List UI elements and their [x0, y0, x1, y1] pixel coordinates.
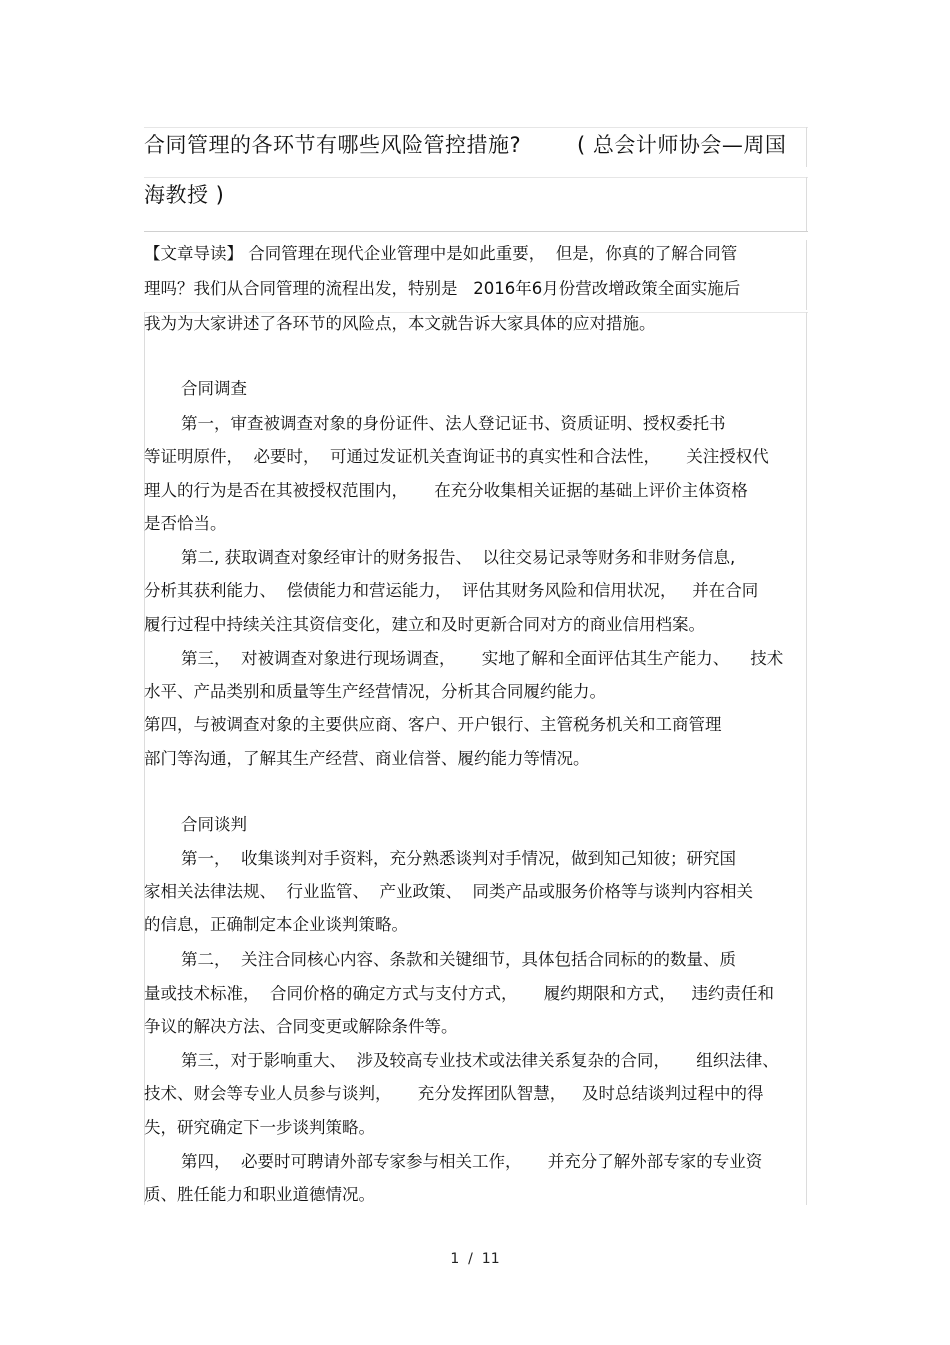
paragraph-line: 争议的解决方法、合同变更或解除条件等。 — [144, 1017, 458, 1036]
paragraph-line: 第四，与被调查对象的主要供应商、客户、开户银行、主管税务机关和工商管理 — [144, 715, 722, 734]
paragraph-line: 第三， 对被调查对象进行现场调查， 实地了解和全面评估其生产能力、 技术 — [181, 649, 784, 668]
frame-line — [806, 127, 807, 167]
paragraph-line: 技术、财会等专业人员参与谈判， 充分发挥团队智慧， 及时总结谈判过程中的得 — [144, 1084, 764, 1103]
paragraph-line: 第二, 获取调查对象经审计的财务报告、 以往交易记录等财务和非财务信息, — [181, 548, 736, 567]
paragraph-line: 分析其获利能力、 偿债能力和营运能力， 评估其财务风险和信用状况， 并在合同 — [144, 581, 759, 600]
intro-line: 理吗？我们从合同管理的流程出发，特别是 2016年6月份营改增政策全面实施后 — [144, 279, 741, 298]
paragraph-line: 第三，对于影响重大、 涉及较高专业技术或法律关系复杂的合同， 组织法律、 — [181, 1051, 779, 1070]
title-main: 合同管理的各环节有哪些风险管控措施? — [144, 133, 522, 157]
paragraph-line: 理人的行为是否在其被授权范围内， 在充分收集相关证据的基础上评价主体资格 — [144, 481, 748, 500]
frame-line — [144, 312, 808, 313]
frame-line — [144, 127, 808, 128]
paragraph-line: 第一， 收集谈判对手资料，充分熟悉谈判对手情况，做到知己知彼；研究国 — [181, 849, 736, 868]
frame-line — [806, 312, 807, 1205]
paragraph-line: 部门等沟通，了解其生产经营、商业信誉、履约能力等情况。 — [144, 749, 590, 768]
intro-line: 【文章导读】 合同管理在现代企业管理中是如此重要， 但是，你真的了解合同管 — [144, 244, 738, 263]
paragraph-line: 履行过程中持续关注其资信变化，建立和及时更新合同对方的商业信用档案。 — [144, 615, 705, 634]
document-title-line2: 海教授 ) — [144, 183, 225, 207]
paragraph-line: 失，研究确定下一步谈判策略。 — [144, 1118, 375, 1137]
paragraph-line: 质、胜任能力和职业道德情况。 — [144, 1185, 375, 1204]
document-title-line1 — [144, 129, 787, 159]
frame-line — [144, 231, 808, 232]
paragraph-line: 第四， 必要时可聘请外部专家参与相关工作， 并充分了解外部专家的专业资 — [181, 1152, 763, 1171]
frame-line — [806, 177, 807, 231]
page-number: 1 / 11 — [450, 1251, 500, 1267]
paragraph-line: 第一，审查被调查对象的身份证件、法人登记证书、资质证明、授权委托书 — [181, 414, 726, 433]
section-heading: 合同谈判 — [181, 815, 247, 834]
paragraph-line: 量或技术标准， 合同价格的确定方式与支付方式， 履约期限和方式， 违约责任和 — [144, 984, 774, 1003]
paragraph-line: 第二， 关注合同核心内容、条款和关键细节，具体包括合同标的的数量、质 — [181, 950, 736, 969]
title-author: ( 总会计师协会—周国 — [577, 133, 787, 157]
frame-line — [144, 177, 808, 178]
paragraph-line: 水平、产品类别和质量等生产经营情况，分析其合同履约能力。 — [144, 682, 606, 701]
paragraph-line: 是否恰当。 — [144, 514, 227, 533]
section-heading: 合同调查 — [181, 379, 247, 398]
paragraph-line: 的信息，正确制定本企业谈判策略。 — [144, 915, 408, 934]
paragraph-line: 等证明原件， 必要时， 可通过发证机关查询证书的真实性和合法性， 关注授权代 — [144, 447, 769, 466]
frame-line — [806, 240, 807, 310]
paragraph-line: 家相关法律法规、 行业监管、 产业政策、 同类产品或服务价格等与谈判内容相关 — [144, 882, 753, 901]
intro-line: 我为为大家讲述了各环节的风险点，本文就告诉大家具体的应对措施。 — [144, 314, 656, 333]
